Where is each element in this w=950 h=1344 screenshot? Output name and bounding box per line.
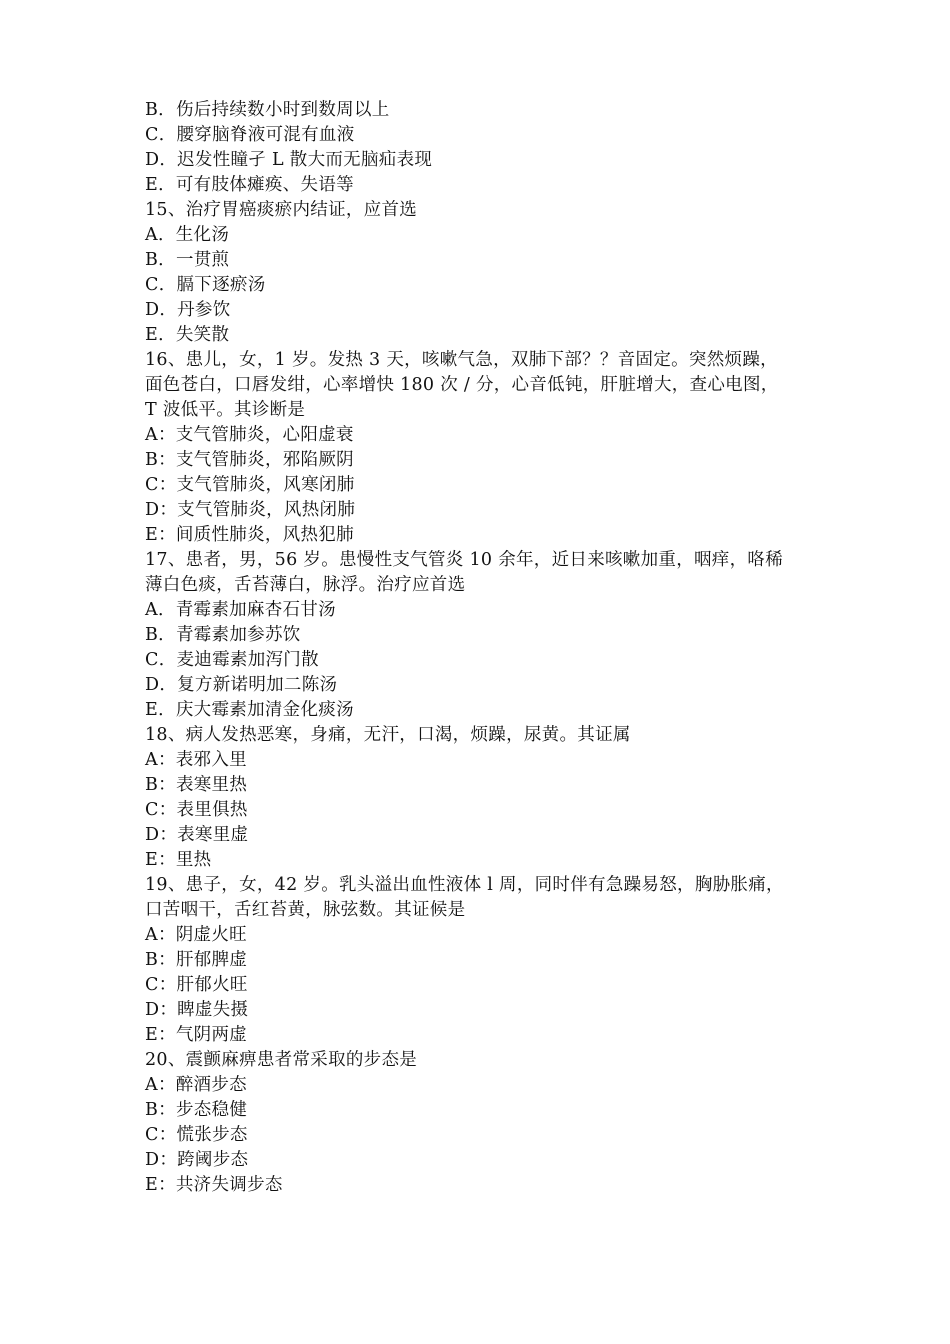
answer-option: B：肝郁脾虚: [145, 950, 248, 970]
answer-option: E．庆大霉素加清金化痰汤: [145, 700, 354, 720]
answer-option: A：支气管肺炎，心阳虚衰: [145, 425, 354, 445]
answer-option: E．可有肢体瘫痪、失语等: [145, 175, 354, 195]
answer-option: B．青霉素加参苏饮: [145, 625, 301, 645]
answer-option: A．生化汤: [145, 225, 230, 245]
answer-option: E：间质性肺炎，风热犯肺: [145, 525, 354, 545]
answer-option: E：气阴两虚: [145, 1025, 248, 1045]
answer-option: C．腰穿脑脊液可混有血液: [145, 125, 355, 145]
answer-option: C：慌张步态: [145, 1125, 248, 1145]
answer-option: D．复方新诺明加二陈汤: [145, 675, 338, 695]
answer-option: C：支气管肺炎，风寒闭肺: [145, 475, 355, 495]
answer-option: A：表邪入里: [145, 750, 247, 770]
answer-option: E：共济失调步态: [145, 1175, 283, 1195]
question-stem: 15、治疗胃癌痰瘀内结证，应首选: [145, 200, 418, 220]
answer-option: B．一贯煎: [145, 250, 230, 270]
answer-option: C：表里俱热: [145, 800, 248, 820]
question-stem: 16、患儿，女，1 岁。发热 3 天，咳嗽气急，双肺下部？？音固定。突然烦躁，: [145, 350, 778, 370]
answer-option: A．青霉素加麻杏石甘汤: [145, 600, 336, 620]
question-stem: 17、患者，男，56 岁。患慢性支气管炎 10 余年，近日来咳嗽加重，咽痒，咯稀: [145, 550, 783, 570]
question-stem-continuation: 口苦咽干，舌红苔黄，脉弦数。其证候是: [145, 900, 466, 920]
answer-option: C．膈下逐瘀汤: [145, 275, 266, 295]
question-stem-continuation: 薄白色痰，舌苔薄白，脉浮。治疗应首选: [145, 575, 466, 595]
answer-option: E．失笑散: [145, 325, 230, 345]
answer-option: B：支气管肺炎，邪陷厥阴: [145, 450, 354, 470]
answer-option: D：跨阈步态: [145, 1150, 249, 1170]
question-stem-continuation: T 波低平。其诊断是: [145, 400, 306, 420]
question-stem-continuation: 面色苍白，口唇发绀，心率增快 180 次 / 分，心音低钝，肝脏增大，查心电图，: [145, 375, 779, 395]
answer-option: D．丹参饮: [145, 300, 231, 320]
question-stem: 20、震颤麻痹患者常采取的步态是: [145, 1050, 418, 1070]
answer-option: D．迟发性瞳孑 L 散大而无脑疝表现: [145, 150, 433, 170]
answer-option: A：阴虚火旺: [145, 925, 247, 945]
answer-option: A：醉酒步态: [145, 1075, 247, 1095]
question-stem: 19、患子，女，42 岁。乳头溢出血性液体 l 周，同时伴有急躁易怒，胸胁胀痛，: [145, 875, 784, 895]
answer-option: C．麦迪霉素加泻门散: [145, 650, 319, 670]
answer-option: B．伤后持续数小时到数周以上: [145, 100, 390, 120]
answer-option: C：肝郁火旺: [145, 975, 248, 995]
answer-option: D：睥虚失摄: [145, 1000, 249, 1020]
question-stem: 18、病人发热恶寒，身痛，无汗，口渴，烦躁，尿黄。其证属: [145, 725, 631, 745]
answer-option: D：支气管肺炎，风热闭肺: [145, 500, 356, 520]
answer-option: D：表寒里虚: [145, 825, 249, 845]
answer-option: B：步态稳健: [145, 1100, 248, 1120]
document-page: [145, 98, 810, 1198]
answer-option: E：里热: [145, 850, 212, 870]
answer-option: B：表寒里热: [145, 775, 248, 795]
